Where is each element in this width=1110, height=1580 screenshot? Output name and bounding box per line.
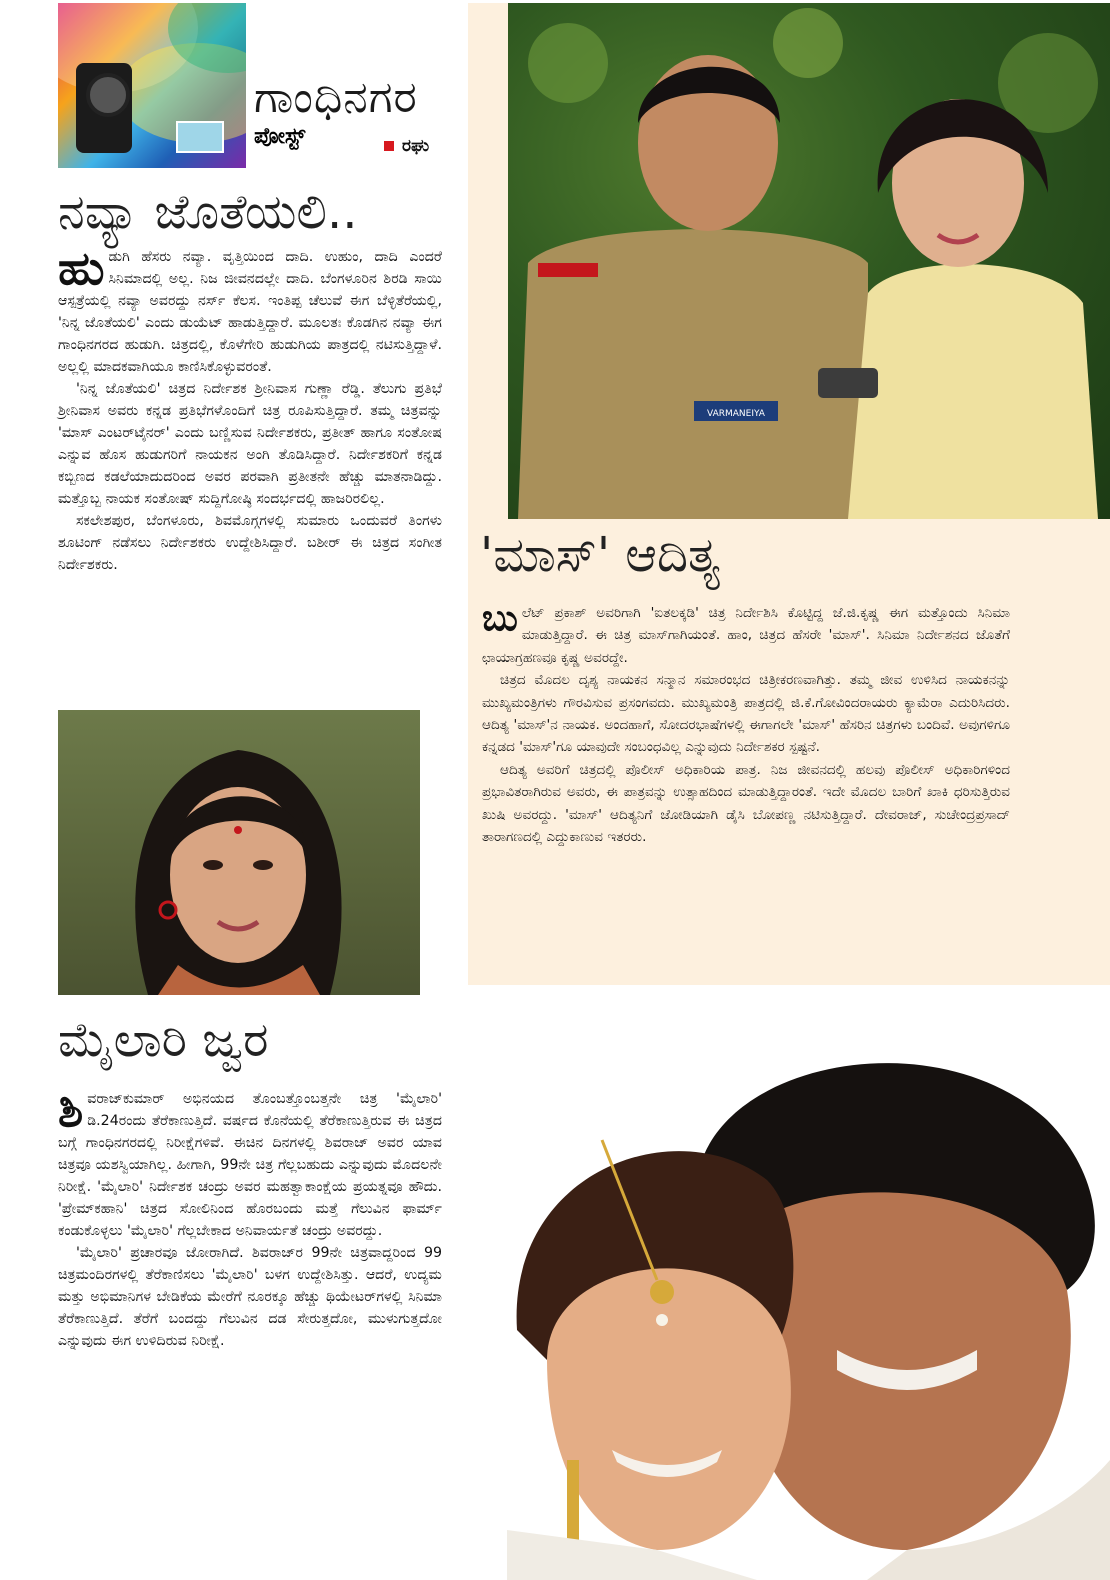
story3-dropcap: ಶಿ [58, 1083, 84, 1137]
story2-body [482, 598, 1010, 848]
mylari-couple-photo [507, 1030, 1110, 1580]
aditya-couple-illustration [508, 3, 1110, 519]
story2-title: 'ಮಾಸ್' ಆದಿತ್ಯ [480, 527, 721, 583]
story1-p1-text: ಡುಗಿ ಹೆಸರು ನವ್ಯಾ. ವೃತ್ತಿಯಿಂದ ದಾದಿ. ಉಹುಂ, ದಾದಿ ಎಂದರೆ ಸಿನಿಮಾದಲ್ಲಿ ಅಲ್ಲ. ನಿಜ ಜೀವನದಲ್ಲೇ ದಾದಿ. ಬೆಂಗಳೂರಿನ ಶಿರಡಿ ಸಾಯಿ ಆಸ್ಪತ್ರೆಯಲ್ಲಿ ನವ್ಯಾ ಅವರದ್ದು ನರ್ಸ್ ಕೆಲಸ. ಇಂತಿಪ್ಪ ಚೆಲುವೆ ಈಗ ಬೆಳ್ಳಿತೆರೆಯಲ್ಲಿ, 'ನಿನ್ನ ಜೊತೆಯಲಿ' ಎಂದು ಡುಯೆಟ್ ಹಾಡುತ್ತಿದ್ದಾರೆ. ಮೂಲತಃ ಕೊಡಗಿನ ನವ್ಯಾ ಈಗ ಗಾಂಧಿನಗರದ ಹುಡುಗಿ. ಚಿತ್ರದಲ್ಲಿ, ಕೊಳೆಗೇರಿ ಹುಡುಗಿಯ ಪಾತ್ರದಲ್ಲಿ ನಟಿಸುತ್ತಿದ್ದಾಳೆ. ಅಲ್ಲಲ್ಲಿ ಮಾದಕವಾಗಿಯೂ ಕಾಣಿಸಿಕೊಳ್ಳುವರಂತೆ. [58, 249, 442, 375]
actress-portrait-illustration [58, 710, 420, 995]
byline-square-icon [384, 141, 394, 151]
story3-body [58, 1083, 442, 1352]
story2-dropcap: ಬು [482, 598, 518, 639]
story1-body [58, 241, 442, 576]
byline-author: ರಘು [402, 136, 430, 156]
story3-paragraph: 'ಮೈಲಾರಿ' ಪ್ರಚಾರವೂ ಜೋರಾಗಿದೆ. ಶಿವರಾಜ್‌ರ 99ನೇ ಚಿತ್ರವಾದ್ದರಿಂದ 99 ಚಿತ್ರಮಂದಿರಗಳಲ್ಲಿ ತೆರೆಕಾಣಿಸಲು 'ಮೈಲಾರಿ' ಬಳಗ ಉದ್ದೇಶಿಸಿತ್ತು. ಆದರೆ, ಉದ್ಯಮ ಮತ್ತು ಅಭಿಮಾನಿಗಳ ಬೇಡಿಕೆಯ ಮೇರೆಗೆ ನೂರಕ್ಕೂ ಹೆಚ್ಚು ಥಿಯೇಟರ್‌ಗಳಲ್ಲಿ ಸಿನಿಮಾ ತೆರೆಕಾಣುತ್ತಿದೆ. ತೆರೆಗೆ ಬಂದದ್ದು ಗೆಲುವಿನ ದಡ ಸೇರುತ್ತದೋ, ಮುಳುಗುತ್ತದೋ ಎನ್ನುವುದು ಈಗ ಉಳಿದಿರುವ ನಿರೀಕ್ಷೆ. [58, 1245, 442, 1349]
story2-p1-text: ಲೆಟ್ ಪ್ರಕಾಶ್ ಅವರಿಗಾಗಿ 'ಐತಲಕ್ಕಡಿ' ಚಿತ್ರ ನಿರ್ದೇಶಿಸಿ ಕೊಟ್ಟಿದ್ದ ಜೆ.ಜಿ.ಕೃಷ್ಣ ಈಗ ಮತ್ತೊಂದು ಸಿನಿಮಾ ಮಾಡುತ್ತಿದ್ದಾರೆ. ಈ ಚಿತ್ರ ಮಾಸ್‌ಗಾಗಿಯಂತೆ. ಹಾಂ, ಚಿತ್ರದ ಹೆಸರೇ 'ಮಾಸ್'. ಸಿನಿಮಾ ನಿರ್ದೇಶನದ ಜೊತೆಗೆ ಛಾಯಾಗ್ರಹಣವೂ ಕೃಷ್ಣ ಅವರದ್ದೇ. [482, 605, 1010, 666]
story2-paragraph: ಚಿತ್ರದ ಮೊದಲ ದೃಶ್ಯ ನಾಯಕನ ಸನ್ಮಾನ ಸಮಾರಂಭದ ಚಿತ್ರೀಕರಣವಾಗಿತ್ತು. ತಮ್ಮ ಜೀವ ಉಳಿಸಿದ ನಾಯಕನನ್ನು ಮುಖ್ಯಮಂತ್ರಿಗಳು ಗೌರವಿಸುವ ಪ್ರಸಂಗವದು. ಮುಖ್ಯಮಂತ್ರಿ ಪಾತ್ರದಲ್ಲಿ ಜಿ.ಕೆ.ಗೋವಿಂದರಾಯರು ಕ್ಯಾಮೆರಾ ಎದುರಿಸಿದರು. ಆದಿತ್ಯ 'ಮಾಸ್'ನ ನಾಯಕ. ಅಂದಹಾಗೆ, ಸೋದರಭಾಷೆಗಳಲ್ಲಿ ಈಗಾಗಲೇ 'ಮಾಸ್' ಹೆಸರಿನ ಚಿತ್ರಗಳು ಬಂದಿವೆ. ಅವುಗಳಿಗೂ ಕನ್ನಡದ 'ಮಾಸ್'ಗೂ ಯಾವುದೇ ಸಂಬಂಧವಿಲ್ಲ ಎನ್ನುವುದು ನಿರ್ದೇಶಕರ ಸ್ಪಷ್ಟನೆ. [482, 672, 1010, 756]
masthead-title: ಗಾಂಧಿನಗರ [254, 72, 418, 123]
story2-paragraph: ಆದಿತ್ಯ ಅವರಿಗೆ ಚಿತ್ರದಲ್ಲಿ ಪೊಲೀಸ್ ಅಧಿಕಾರಿಯ ಪಾತ್ರ. ನಿಜ ಜೀವನದಲ್ಲಿ ಹಲವು ಪೊಲೀಸ್ ಅಧಿಕಾರಿಗಳಿಂದ ಪ್ರಭಾವಿತರಾಗಿರುವ ಅವರು, ಈ ಪಾತ್ರವನ್ನು ಉತ್ಸಾಹದಿಂದ ಮಾಡುತ್ತಿದ್ದಾರಂತೆ. ಇದೇ ಮೊದಲ ಬಾರಿಗೆ ಖಾಕಿ ಧರಿಸುತ್ತಿರುವ ಖುಷಿ ಅವರದ್ದು. 'ಮಾಸ್' ಆದಿತ್ಯನಿಗೆ ಜೋಡಿಯಾಗಿ ಡೈಸಿ ಬೋಪಣ್ಣ ನಟಿಸುತ್ತಿದ್ದಾರೆ. ದೇವರಾಜ್, ಸುಚೇಂದ್ರಪ್ರಸಾದ್ ತಾರಾಗಣದಲ್ಲಿ ಎದ್ದುಕಾಣುವ ಇತರರು. [482, 761, 1010, 846]
story1-paragraph: ಸಕಲೇಶಪುರ, ಬೆಂಗಳೂರು, ಶಿವಮೊಗ್ಗಗಳಲ್ಲಿ ಸುಮಾರು ಒಂದುವರೆ ತಿಂಗಳು ಶೂಟಿಂಗ್ ನಡೆಸಲು ನಿರ್ದೇಶಕರು ಉದ್ದೇಶಿಸಿದ್ದಾರೆ. ಬಶೀರ್ ಈ ಚಿತ್ರದ ಸಂಗೀತ ನಿರ್ದೇಶಕರು. [58, 513, 442, 573]
mylari-couple-illustration [507, 1030, 1110, 1580]
story3-p1-text: ವರಾಜ್‌ಕುಮಾರ್ ಅಭಿನಯದ ತೊಂಬತ್ತೊಂಬತ್ತನೇ ಚಿತ್ರ 'ಮೈಲಾರಿ' ಡಿ.24ರಂದು ತೆರೆಕಾಣುತ್ತಿದೆ. ವರ್ಷದ ಕೊನೆಯಲ್ಲಿ ತೆರೆಕಾಣುತ್ತಿರುವ ಈ ಚಿತ್ರದ ಬಗ್ಗೆ ಗಾಂಧಿನಗರದಲ್ಲಿ ನಿರೀಕ್ಷೆಗಳಿವೆ. ಈಚಿನ ದಿನಗಳಲ್ಲಿ ಶಿವರಾಜ್ ಅವರ ಯಾವ ಚಿತ್ರವೂ ಯಶಸ್ವಿಯಾಗಿಲ್ಲ. ಹೀಗಾಗಿ, 99ನೇ ಚಿತ್ರ ಗೆಲ್ಲಬಹುದು ಎನ್ನುವುದು ಮೊದಲನೇ ನಿರೀಕ್ಷೆ. 'ಮೈಲಾರಿ' ನಿರ್ದೇಶಕ ಚಂದ್ರು ಅವರ ಮಹತ್ವಾಕಾಂಕ್ಷೆಯ ಪ್ರಯತ್ನವೂ ಹೌದು. 'ಪ್ರೇಮ್‌ಕಹಾನಿ' ಚಿತ್ರದ ಸೋಲಿನಿಂದ ಹೊರಬಂದು ಮತ್ತೆ ಗೆಲುವಿನ ಫಾರ್ಮ್ ಕಂಡುಕೊಳ್ಳಲು 'ಮೈಲಾರಿ' ಗೆಲ್ಲಬೇಕಾದ ಅನಿವಾರ್ಯತೆ ಚಂದ್ರು ಅವರದ್ದು. [58, 1091, 442, 1239]
masthead-subtitle: ಪೋಸ್ಟ್ [254, 124, 306, 149]
aditya-couple-photo [508, 3, 1110, 519]
story1-dropcap: ಹು [58, 241, 105, 295]
actress-portrait-photo [58, 710, 420, 995]
byline [384, 136, 429, 156]
story1-paragraph [58, 241, 442, 378]
story3-title: ಮೈಲಾರಿ ಜ್ವರ [58, 1012, 269, 1068]
masthead-logo [58, 3, 246, 168]
name-badge-text: VARMANEIYA [707, 409, 765, 419]
story1-paragraph: 'ನಿನ್ನ ಜೊತೆಯಲಿ' ಚಿತ್ರದ ನಿರ್ದೇಶಕ ಶ್ರೀನಿವಾಸ ಗುಣ್ಣಾ ರೆಡ್ಡಿ. ತೆಲುಗು ಪ್ರತಿಭೆ ಶ್ರೀನಿವಾಸ ಅವರು ಕನ್ನಡ ಪ್ರತಿಭೆಗಳೊಂದಿಗೆ ಚಿತ್ರ ರೂಪಿಸುತ್ತಿದ್ದಾರೆ. ತಮ್ಮ ಚಿತ್ರವನ್ನು 'ಮಾಸ್ ಎಂಟರ್‌ಟೈನರ್' ಎಂದು ಬಣ್ಣಿಸುವ ನಿರ್ದೇಶಕರು, ಪ್ರತೀತ್ ಹಾಗೂ ಸಂತೋಷ ಎನ್ನುವ ಹೊಸ ಹುಡುಗರಿಗೆ ನಾಯಕನ ಅಂಗಿ ತೊಡಿಸಿದ್ದಾರೆ. ನಿರ್ದೇಶಕರಿಗೆ ಕನ್ನಡ ಕಬ್ಬಿಣದ ಕಡಲೆಯಾದುದರಿಂದ ಅವರ ಪರವಾಗಿ ಪ್ರತೀತನೇ ಹೆಚ್ಚು ಮಾತನಾಡಿದ್ದು. ಮತ್ತೊಬ್ಬ ನಾಯಕ ಸಂತೋಷ್ ಸುದ್ದಿಗೋಷ್ಠಿ ಸಂದರ್ಭದಲ್ಲಿ ಹಾಜರಿರಲಿಲ್ಲ. [58, 381, 442, 507]
story3-paragraph [58, 1083, 442, 1242]
story1-title: ನವ್ಯಾ ಜೊತೆಯಲಿ.. [58, 184, 358, 240]
story2-paragraph [482, 598, 1010, 669]
film-reel-icon [76, 63, 132, 153]
